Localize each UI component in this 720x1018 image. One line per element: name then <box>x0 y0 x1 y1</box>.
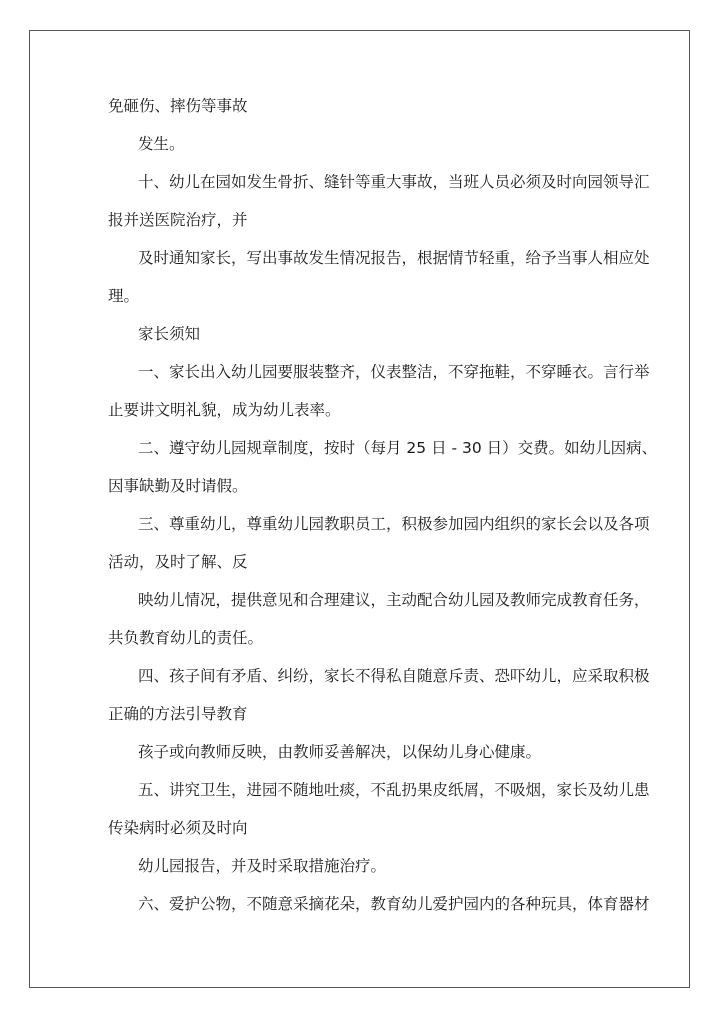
text-line: 传染病时必须及时向 <box>108 819 248 837</box>
text-line: 止要讲文明礼貌，成为幼儿表率。 <box>108 401 341 419</box>
text-line: 一、家长出入幼儿园要服装整齐，仪表整洁，不穿拖鞋，不穿睡衣。言行举 <box>138 363 650 381</box>
text-line: 因事缺勤及时请假。 <box>108 477 248 495</box>
text-line: 活动，及时了解、反 <box>108 553 248 571</box>
text-line: 孩子或向教师反映，由教师妥善解决，以保幼儿身心健康。 <box>138 743 542 761</box>
text-line: 共负教育幼儿的责任。 <box>108 629 264 647</box>
section-heading: 家长须知 <box>138 325 201 343</box>
text-line: 发生。 <box>138 135 185 153</box>
text-line: 十、幼儿在园如发生骨折、缝针等重大事故，当班人员必须及时向园领导汇 <box>138 173 650 191</box>
text-line: 及时通知家长，写出事故发生情况报告，根据情节轻重，给予当事人相应处 <box>138 249 650 267</box>
text-line: 六、爱护公物，不随意采摘花朵，教育幼儿爱护园内的各种玩具，体育器材 <box>138 895 650 913</box>
text-line: 四、孩子间有矛盾、纠纷，家长不得私自随意斥责、恐吓幼儿，应采取积极 <box>138 667 650 685</box>
text-line: 映幼儿情况，提供意见和合理建议，主动配合幼儿园及教师完成教育任务， <box>138 591 650 609</box>
text-line: 五、讲究卫生，进园不随地吐痰，不乱扔果皮纸屑，不吸烟，家长及幼儿患 <box>138 781 650 799</box>
text-line: 报并送医院治疗，并 <box>108 211 248 229</box>
text-line: 理。 <box>108 287 140 305</box>
text-line: 二、遵守幼儿园规章制度，按时（每月 25 日 - 30 日）交费。如幼儿因病、 <box>138 439 658 457</box>
text-line: 正确的方法引导教育 <box>108 705 248 723</box>
text-line: 幼儿园报告，并及时采取措施治疗。 <box>138 857 387 875</box>
text-line: 三、尊重幼儿，尊重幼儿园教职员工，积极参加园内组织的家长会以及各项 <box>138 515 650 533</box>
text-line: 免砸伤、摔伤等事故 <box>108 97 248 115</box>
